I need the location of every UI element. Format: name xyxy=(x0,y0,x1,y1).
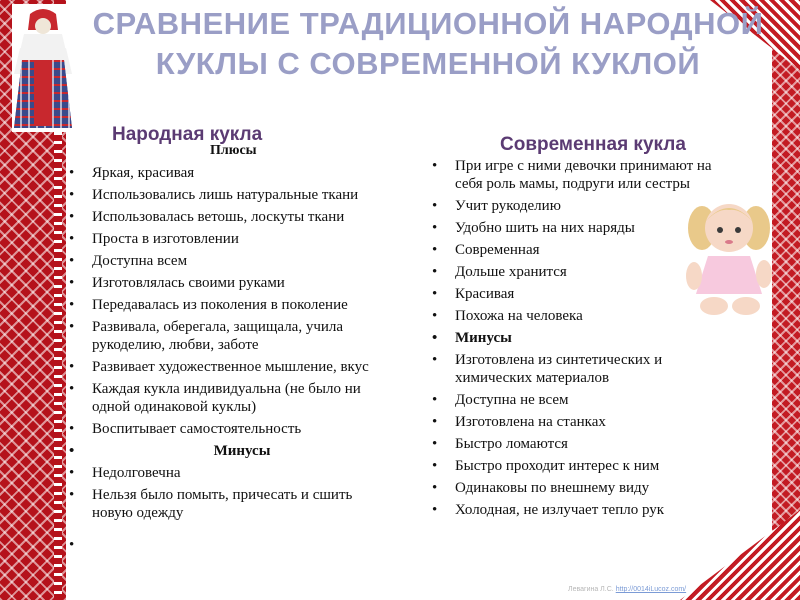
page-title: СРАВНЕНИЕ ТРАДИЦИОННОЙ НАРОДНОЙ КУКЛЫ С СОВРЕМЕННОЙ КУКЛОЙ xyxy=(92,6,764,81)
list-item: • Развивает художественное мышление, вкус xyxy=(62,358,392,376)
cons-heading: • Минусы xyxy=(425,329,725,347)
list-item: • При игре с ними девочки принимают на себя роль мамы, подруги или сестры xyxy=(425,157,725,193)
footer-link[interactable]: http://0014iLucoz.com/ xyxy=(615,586,687,593)
list-item: • Использовалась ветошь, лоскуты ткани xyxy=(62,208,392,226)
pros-heading: Плюсы xyxy=(210,143,257,158)
list-item: • Холодная, не излучает тепло рук xyxy=(425,501,725,519)
list-item: • Учит рукоделию xyxy=(425,197,725,215)
list-item: • Изготовлена на станках xyxy=(425,413,725,431)
list-item: • Нельзя было помыть, причесать и сшить новую одежду xyxy=(62,486,392,522)
footer-author: Левагина Л.С. xyxy=(568,586,614,593)
list-item: • Изготовлена из синтетических и химических материалов xyxy=(425,351,725,387)
empty-list-item xyxy=(62,536,392,554)
modern-doll-image xyxy=(680,198,778,318)
list-item: • Быстро проходит интерес к ним xyxy=(425,457,725,475)
list-item: • Похожа на человека xyxy=(425,307,725,325)
list-item: • Современная xyxy=(425,241,725,259)
folk-doll-list xyxy=(62,164,392,558)
list-item: • Доступна не всем xyxy=(425,391,725,409)
modern-doll-heading: Современная кукла xyxy=(500,134,686,155)
list-item: • Каждая кукла индивидуальна (не было ни одной одинаковой куклы) xyxy=(62,380,392,416)
list-item: • Использовались лишь натуральные ткани xyxy=(62,186,392,204)
list-item: • Одинаковы по внешнему виду xyxy=(425,479,725,497)
folk-doll-image xyxy=(12,4,74,132)
ornament-corner-bottom xyxy=(680,510,800,600)
list-item: • Проста в изготовлении xyxy=(62,230,392,248)
cons-heading: • Минусы xyxy=(62,442,392,460)
list-item: • Доступна всем xyxy=(62,252,392,270)
list-item: • Развивала, оберегала, защищала, учила рукоделию, любви, заботе xyxy=(62,318,392,354)
list-item: • Удобно шить на них наряды xyxy=(425,219,725,237)
list-item: • Передавалась из поколения в поколение xyxy=(62,296,392,314)
list-item: • Быстро ломаются xyxy=(425,435,725,453)
footer xyxy=(568,586,686,593)
list-item: • Красивая xyxy=(425,285,725,303)
list-item: • Недолговечна xyxy=(62,464,392,482)
list-item: • Изготовлялась своими руками xyxy=(62,274,392,292)
folk-doll-heading: Народная кукла xyxy=(112,124,263,145)
list-item: • Яркая, красивая xyxy=(62,164,392,182)
list-item: • Воспитывает самостоятельность xyxy=(62,420,392,438)
list-item: • Дольше хранится xyxy=(425,263,725,281)
